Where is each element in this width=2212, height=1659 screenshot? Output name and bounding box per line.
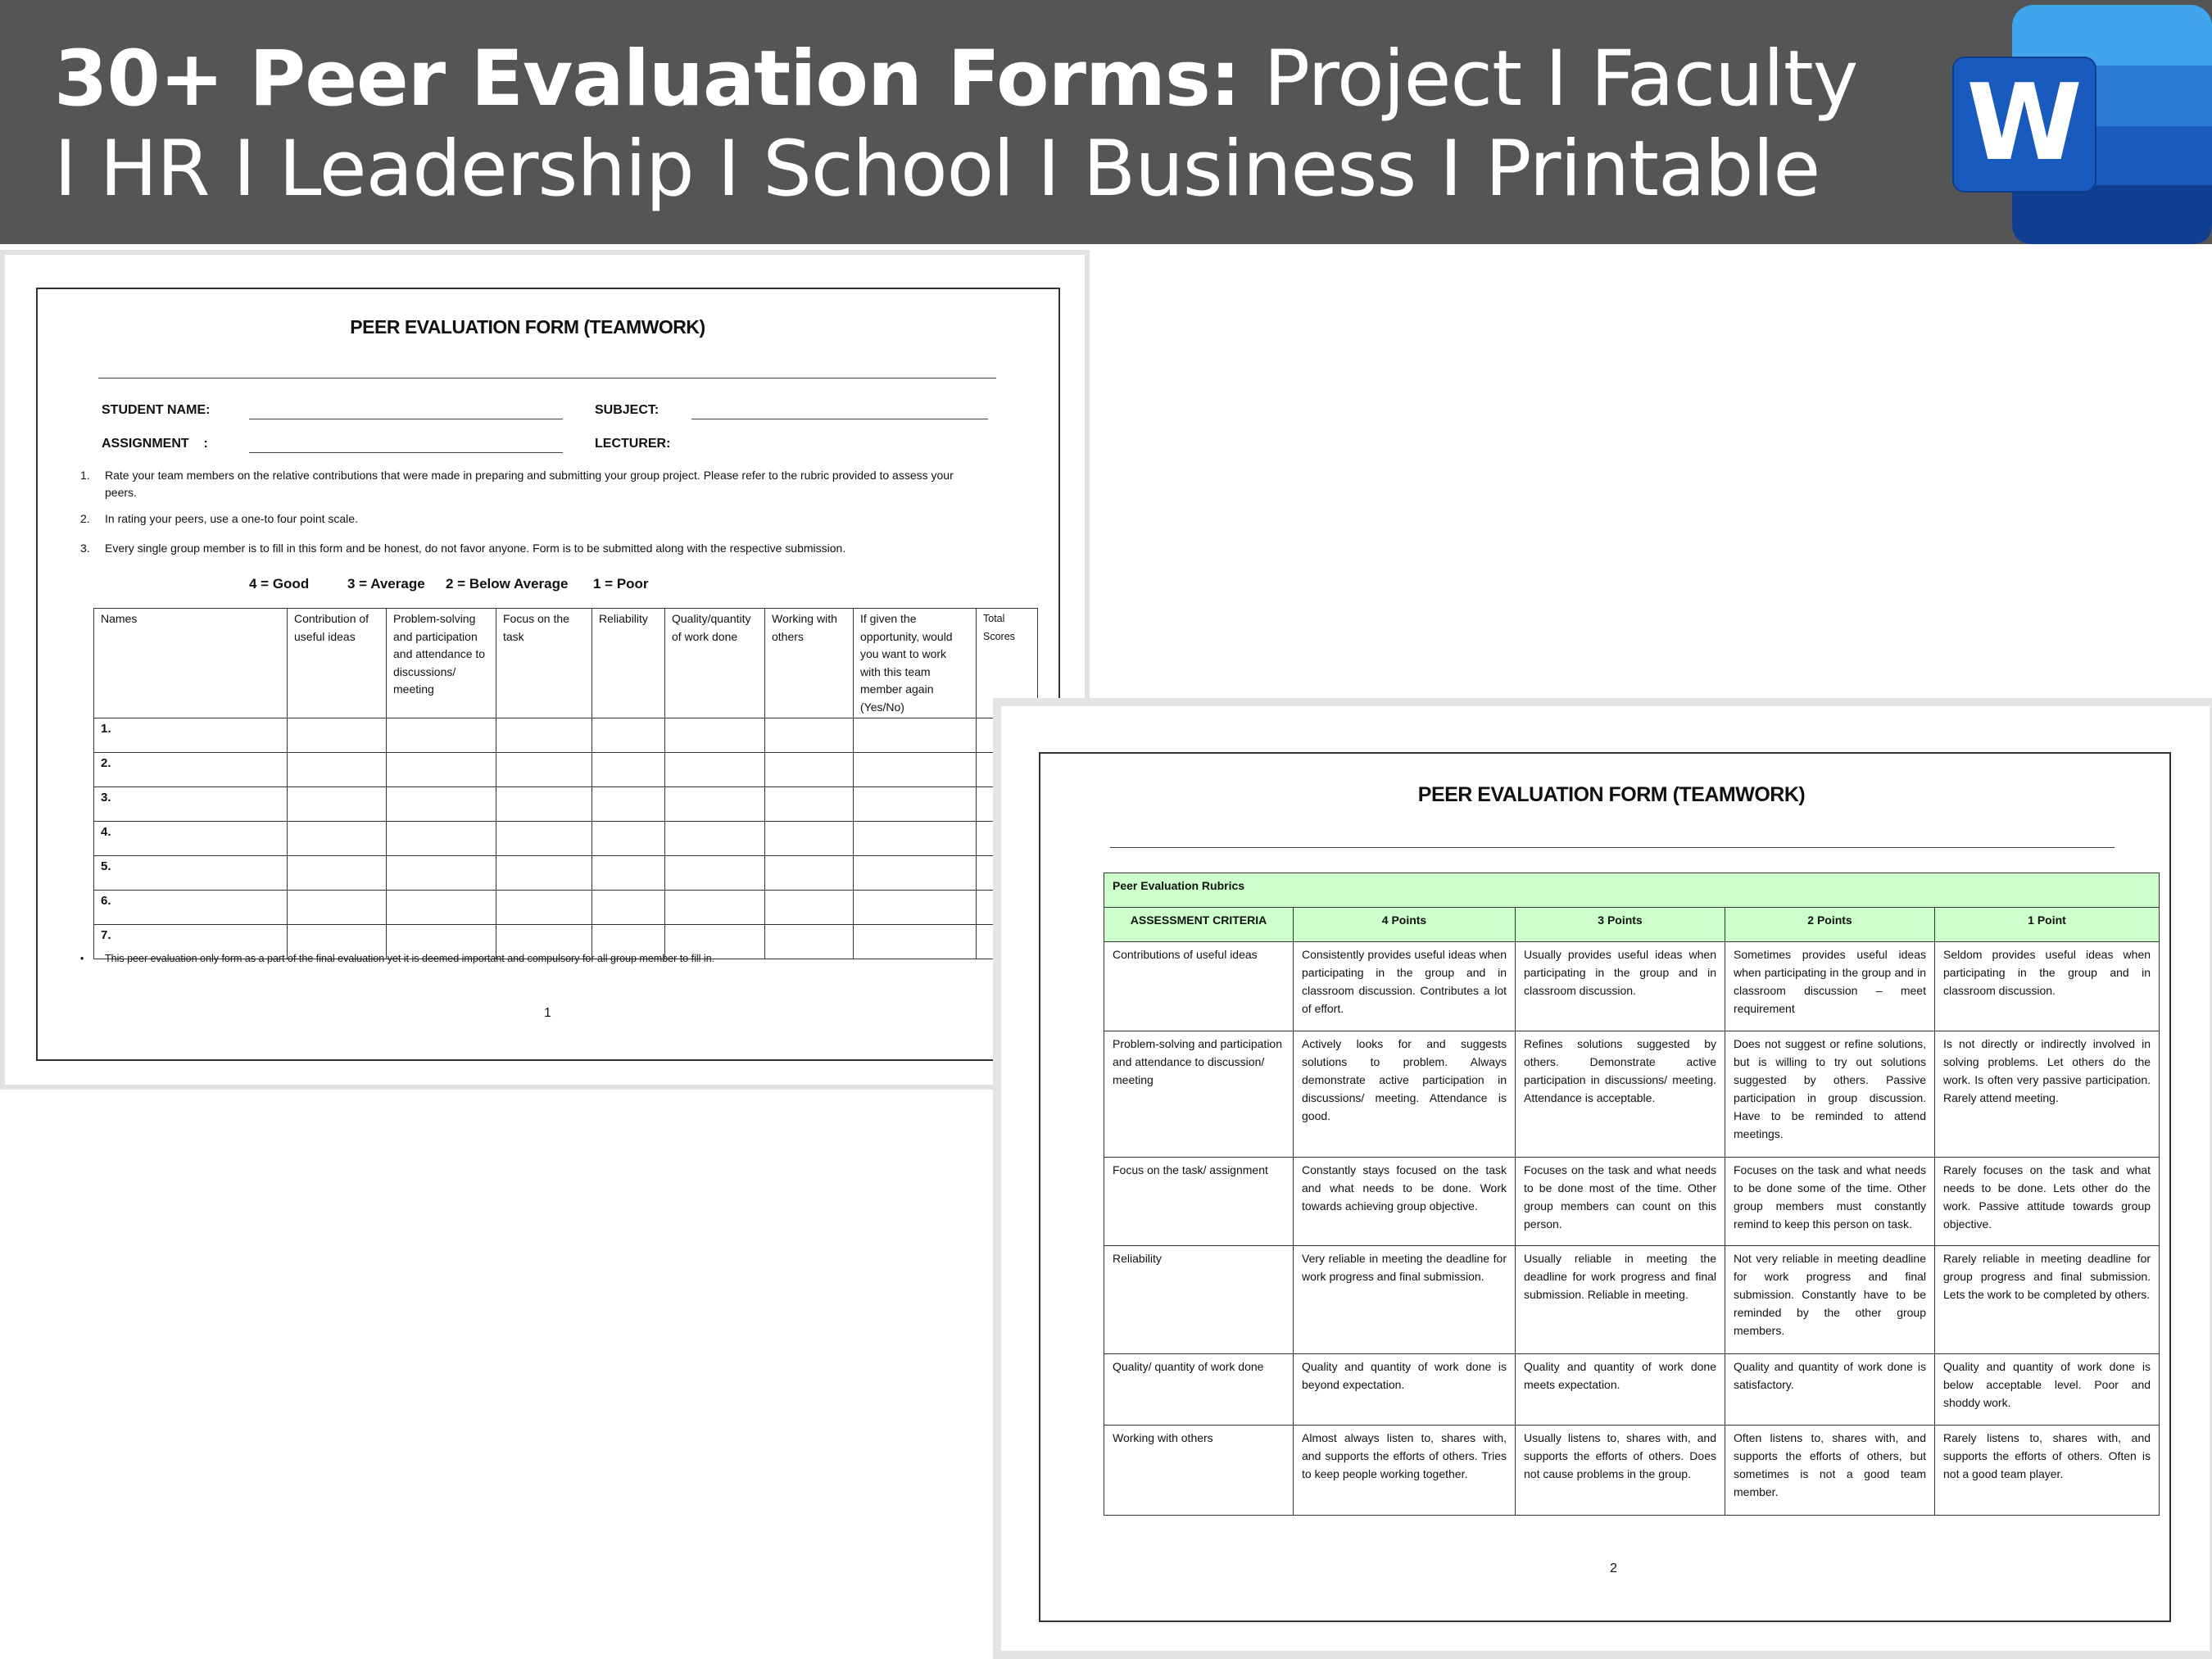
header-names: Names (94, 609, 288, 718)
page-number: 1 (544, 1006, 551, 1020)
banner (0, 0, 2212, 244)
criteria-cell: Focus on the task/ assignment (1104, 1158, 1294, 1246)
rubric-cell: Almost always listen to, shares with, and supports the efforts of others. Tries to keep people working together. (1294, 1426, 1516, 1516)
score-cell[interactable] (387, 787, 496, 822)
score-cell[interactable] (288, 891, 387, 925)
header-3-points: 3 Points (1516, 908, 1725, 942)
score-cell[interactable] (592, 787, 665, 822)
rubric-cell: Very reliable in meeting the deadline for work progress and final submission. (1294, 1246, 1516, 1354)
table-row (94, 718, 1038, 753)
score-cell[interactable] (765, 856, 854, 891)
scale-good: 4 = Good (249, 576, 310, 592)
rubric-cell: Is not directly or indirectly involved in solving problems. Let others do the work. Is often very passive participation. Rarely attend meeting. (1935, 1031, 2160, 1158)
instruction-2 (80, 510, 973, 528)
header-work-again: If given the opportunity, would you want to work with this team member again (Yes/No) (854, 609, 977, 718)
rubric-title-row (1104, 873, 2160, 908)
header-2-points: 2 Points (1725, 908, 1935, 942)
score-cell[interactable] (288, 753, 387, 787)
instruction-3 (80, 540, 973, 557)
score-cell[interactable] (665, 753, 765, 787)
score-cell[interactable] (854, 787, 977, 822)
score-cell[interactable] (765, 891, 854, 925)
page2-title: PEER EVALUATION FORM (TEAMWORK) (1417, 783, 1806, 806)
criteria-cell: Quality/ quantity of work done (1104, 1354, 1294, 1426)
header-problem-solving: Problem-solving and participation and attendance to discussions/ meeting (387, 609, 496, 718)
score-cell[interactable] (387, 891, 496, 925)
criteria-cell: Reliability (1104, 1246, 1294, 1354)
header-assessment-criteria: ASSESSMENT CRITERIA (1104, 908, 1294, 942)
table-row (94, 787, 1038, 822)
table-header-row (94, 609, 1038, 718)
document-page-2 (993, 698, 2212, 1659)
score-cell[interactable] (496, 891, 592, 925)
rubric-cell: Actively looks for and suggests solutions to problem. Always demonstrate active participation in discussions/ meeting. Attendance is good. (1294, 1031, 1516, 1158)
header-reliability: Reliability (592, 609, 665, 718)
header-working: Working with others (765, 609, 854, 718)
instruction-1 (80, 467, 973, 501)
rubric-cell: Quality and quantity of work done meets expectation. (1516, 1354, 1725, 1426)
row-number: 3. (94, 787, 288, 822)
row-number: 2. (94, 753, 288, 787)
rubric-row (1104, 1246, 2160, 1354)
score-cell[interactable] (854, 891, 977, 925)
criteria-cell: Problem-solving and participation and attendance to discussion/ meeting (1104, 1031, 1294, 1158)
row-number: 6. (94, 891, 288, 925)
footnote-text: This peer evaluation only form as a part of the final evaluation yet it is deemed important and compulsory for all group member to fill in. (105, 953, 715, 964)
score-cell[interactable] (854, 822, 977, 856)
rubric-header-row (1104, 908, 2160, 942)
rubric-cell: Focuses on the task and what needs to be done some of the time. Other group members must constantly remind to keep this person on task. (1725, 1158, 1935, 1246)
rubric-cell: Consistently provides useful ideas when participating in the group and in classroom discussion. Contributes a lot of effort. (1294, 942, 1516, 1031)
word-logo-letter: W (1966, 62, 2083, 184)
score-cell[interactable] (665, 891, 765, 925)
bullet-icon: • (80, 953, 84, 964)
rubric-cell: Does not suggest or refine solutions, but is willing to try out solutions suggested by others. Passive participation in group discussion. Have to be reminded to attend meetings. (1725, 1031, 1935, 1158)
score-cell[interactable] (387, 822, 496, 856)
page1-title: PEER EVALUATION FORM (TEAMWORK) (350, 316, 705, 338)
rubric-row (1104, 1354, 2160, 1426)
rubric-table (1104, 873, 2160, 1516)
rubric-row (1104, 1426, 2160, 1516)
header-quality: Quality/quantity of work done (665, 609, 765, 718)
score-cell[interactable] (496, 787, 592, 822)
score-cell[interactable] (854, 718, 977, 753)
rubric-cell: Sometimes provides useful ideas when participating in the group and in classroom discussion – meet requirement (1725, 942, 1935, 1031)
header-4-points: 4 Points (1294, 908, 1516, 942)
score-cell[interactable] (387, 856, 496, 891)
scale-average: 3 = Average (347, 576, 425, 592)
lecturer-label: LECTURER: (595, 437, 671, 451)
row-number: 4. (94, 822, 288, 856)
instruction-number: 1. (80, 469, 90, 482)
row-number: 7. (94, 925, 288, 959)
rubric-cell: Usually reliable in meeting the deadline for work progress and final submission. Reliable in meeting. (1516, 1246, 1725, 1354)
peer-evaluation-table (93, 608, 1038, 959)
assignment-label: ASSIGNMENT : (102, 437, 208, 451)
rubric-row (1104, 942, 2160, 1031)
header-contribution: Contribution of useful ideas (288, 609, 387, 718)
score-cell[interactable] (854, 856, 977, 891)
score-cell[interactable] (592, 891, 665, 925)
criteria-cell: Contributions of useful ideas (1104, 942, 1294, 1031)
rubric-row (1104, 1031, 2160, 1158)
instruction-text: Rate your team members on the relative contributions that were made in preparing and submitting your group project. Please refer to the rubric provided to assess your peers. (105, 469, 954, 499)
instruction-text: Every single group member is to fill in this form and be honest, do not favor anyone. Form is to be submitted along with the respective submission. (105, 542, 846, 555)
score-cell[interactable] (288, 856, 387, 891)
rubric-cell: Focuses on the task and what needs to be done most of the time. Other group members can count on this person. (1516, 1158, 1725, 1246)
score-cell[interactable] (592, 856, 665, 891)
document-page-1 (0, 250, 1090, 1090)
rubric-cell: Quality and quantity of work done is below acceptable level. Poor and shoddy work. (1935, 1354, 2160, 1426)
table-row (94, 891, 1038, 925)
microsoft-word-icon (1950, 0, 2212, 244)
banner-title-bold: 30+ Peer Evaluation Forms: (54, 34, 1240, 124)
score-cell[interactable] (765, 718, 854, 753)
rubric-cell: Usually listens to, shares with, and supports the efforts of others. Does not cause problems in the group. (1516, 1426, 1725, 1516)
header-focus: Focus on the task (496, 609, 592, 718)
criteria-cell: Working with others (1104, 1426, 1294, 1516)
page-number: 2 (1610, 1562, 1617, 1575)
instruction-text: In rating your peers, use a one-to four point scale. (105, 512, 358, 525)
score-cell[interactable] (665, 822, 765, 856)
rubric-cell: Usually provides useful ideas when participating in the group and in classroom discussion. (1516, 942, 1725, 1031)
score-cell[interactable] (496, 856, 592, 891)
table-row (94, 822, 1038, 856)
score-cell[interactable] (496, 718, 592, 753)
instruction-number: 2. (80, 512, 90, 525)
subject-label: SUBJECT: (595, 403, 660, 417)
rubric-cell: Refines solutions suggested by others. Demonstrate active participation in discussions/ meeting. Attendance is acceptable. (1516, 1031, 1725, 1158)
header-1-point: 1 Point (1935, 908, 2160, 942)
row-number: 1. (94, 718, 288, 753)
score-cell[interactable] (592, 822, 665, 856)
rubric-title: Peer Evaluation Rubrics (1104, 873, 2160, 908)
score-cell[interactable] (387, 718, 496, 753)
score-cell[interactable] (854, 753, 977, 787)
footnote (80, 953, 973, 964)
score-cell[interactable] (288, 718, 387, 753)
score-cell[interactable] (765, 822, 854, 856)
rubric-cell: Quality and quantity of work done is satisfactory. (1725, 1354, 1935, 1426)
row-number: 5. (94, 856, 288, 891)
scale-poor: 1 = Poor (593, 576, 649, 592)
rubric-cell: Often listens to, shares with, and supports the efforts of others, but sometimes is not a good team member. (1725, 1426, 1935, 1516)
rubric-cell: Constantly stays focused on the task and what needs to be done. Work towards achieving group objective. (1294, 1158, 1516, 1246)
score-cell[interactable] (765, 753, 854, 787)
score-cell[interactable] (765, 787, 854, 822)
banner-title (54, 34, 1897, 215)
score-cell[interactable] (665, 787, 765, 822)
rubric-cell: Seldom provides useful ideas when participating in the group and in classroom discussion. (1935, 942, 2160, 1031)
score-cell[interactable] (288, 787, 387, 822)
title-rule (1110, 847, 2115, 848)
scale-below-average: 2 = Below Average (446, 576, 569, 592)
rubric-cell: Not very reliable in meeting deadline for work progress and final submission. Constantly have to be reminded by the other group members. (1725, 1246, 1935, 1354)
rubric-cell: Rarely listens to, shares with, and supports the efforts of others. Often is not a good team player. (1935, 1426, 2160, 1516)
rubric-cell: Quality and quantity of work done is beyond expectation. (1294, 1354, 1516, 1426)
instruction-number: 3. (80, 542, 90, 555)
header-total: Total Scores (977, 609, 1038, 718)
score-cell[interactable] (288, 822, 387, 856)
score-cell[interactable] (387, 753, 496, 787)
student-name-label: STUDENT NAME: (102, 403, 211, 417)
score-cell[interactable] (592, 718, 665, 753)
score-cell[interactable] (496, 822, 592, 856)
rubric-row (1104, 1158, 2160, 1246)
rubric-cell: Rarely focuses on the task and what needs to be done. Lets other do the work. Passive attitude towards group objective. (1935, 1158, 2160, 1246)
table-row (94, 856, 1038, 891)
assignment-field[interactable] (249, 452, 563, 453)
score-cell[interactable] (665, 856, 765, 891)
table-row (94, 753, 1038, 787)
score-cell[interactable] (496, 753, 592, 787)
banner-title-rest: Project I Faculty I HR I Leadership I School I Business I Printable (54, 34, 1858, 214)
score-cell[interactable] (665, 718, 765, 753)
score-cell[interactable] (592, 753, 665, 787)
rubric-cell: Rarely reliable in meeting deadline for group progress and final submission. Lets the work to be completed by others. (1935, 1246, 2160, 1354)
